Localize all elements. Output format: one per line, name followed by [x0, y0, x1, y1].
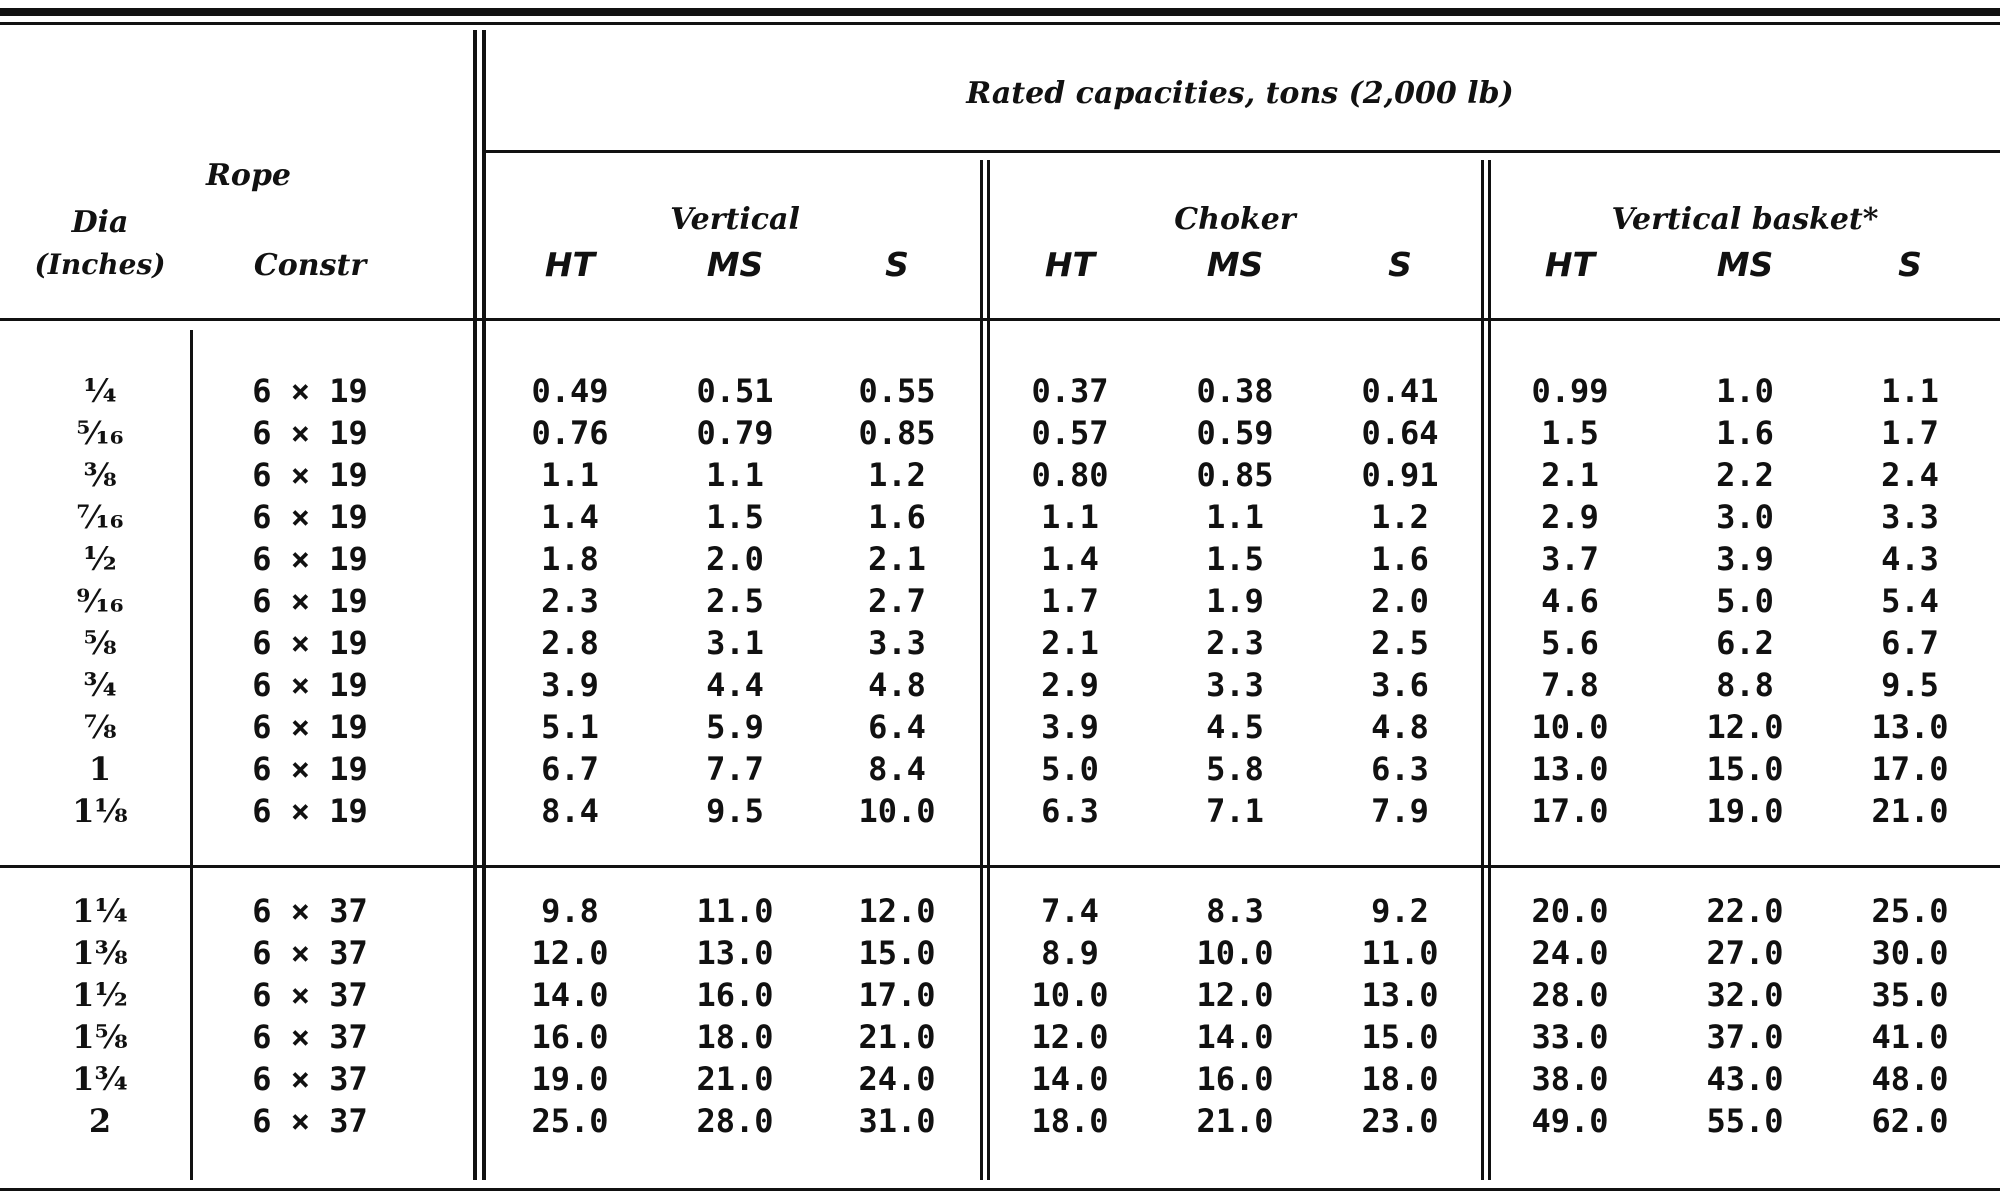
- table-cell: 41.0: [1871, 1018, 1949, 1056]
- table-cell: 3.6: [1371, 666, 1429, 704]
- table-cell: 0.55: [858, 372, 936, 410]
- table-cell: 13.0: [1531, 750, 1609, 788]
- table-cell: 13.0: [696, 934, 774, 972]
- col-header-ht: HT: [1544, 245, 1596, 284]
- table-cell: 31.0: [858, 1102, 936, 1140]
- row-construction: 6 × 19: [252, 372, 368, 410]
- table-cell: 16.0: [696, 976, 774, 1014]
- table-cell: 12.0: [858, 892, 936, 930]
- table-cell: 9.8: [541, 892, 599, 930]
- table-cell: 8.3: [1206, 892, 1264, 930]
- table-cell: 10.0: [1031, 976, 1109, 1014]
- rope-header: Rope: [206, 158, 292, 193]
- table-cell: 2.3: [541, 582, 599, 620]
- row-dia: 1⅜: [72, 934, 128, 972]
- table-cell: 9.5: [706, 792, 764, 830]
- table-cell: 33.0: [1531, 1018, 1609, 1056]
- table-cell: 0.99: [1531, 372, 1609, 410]
- table-cell: 19.0: [531, 1060, 609, 1098]
- table-cell: 55.0: [1706, 1102, 1784, 1140]
- table-cell: 8.9: [1041, 934, 1099, 972]
- row-dia: 1¾: [72, 1060, 128, 1098]
- dia-unit-header: (Inches): [34, 248, 166, 281]
- row-dia: ⅝: [83, 624, 117, 662]
- table-cell: 2.0: [1371, 582, 1429, 620]
- table-cell: 15.0: [1361, 1018, 1439, 1056]
- table-cell: 2.9: [1541, 498, 1599, 536]
- table-cell: 1.5: [1206, 540, 1264, 578]
- table-cell: 17.0: [858, 976, 936, 1014]
- table-cell: 7.4: [1041, 892, 1099, 930]
- table-cell: 37.0: [1706, 1018, 1784, 1056]
- table-cell: 12.0: [1031, 1018, 1109, 1056]
- table-cell: 6.2: [1716, 624, 1774, 662]
- table-cell: 14.0: [1031, 1060, 1109, 1098]
- table-cell: 17.0: [1531, 792, 1609, 830]
- table-cell: 0.80: [1031, 456, 1109, 494]
- table-cell: 7.7: [706, 750, 764, 788]
- table-cell: 2.7: [868, 582, 926, 620]
- table-cell: 2.0: [706, 540, 764, 578]
- table-cell: 14.0: [531, 976, 609, 1014]
- table-cell: 11.0: [1361, 934, 1439, 972]
- table-cell: 7.8: [1541, 666, 1599, 704]
- table-cell: 3.3: [1206, 666, 1264, 704]
- table-cell: 0.76: [531, 414, 609, 452]
- table-cell: 1.7: [1041, 582, 1099, 620]
- table-cell: 21.0: [696, 1060, 774, 1098]
- row-dia: 1: [88, 750, 112, 788]
- table-cell: 2.1: [1541, 456, 1599, 494]
- table-cell: 5.1: [541, 708, 599, 746]
- table-cell: 20.0: [1531, 892, 1609, 930]
- table-cell: 3.7: [1541, 540, 1599, 578]
- table-cell: 1.5: [1541, 414, 1599, 452]
- table-cell: 3.1: [706, 624, 764, 662]
- table-cell: 48.0: [1871, 1060, 1949, 1098]
- table-cell: 6.3: [1371, 750, 1429, 788]
- table-cell: 5.9: [706, 708, 764, 746]
- row-dia: 1⅛: [72, 792, 128, 830]
- table-cell: 5.0: [1716, 582, 1774, 620]
- table-cell: 22.0: [1706, 892, 1784, 930]
- table-cell: 5.6: [1541, 624, 1599, 662]
- table-cell: 12.0: [531, 934, 609, 972]
- row-dia: 1⅝: [72, 1018, 128, 1056]
- col-header-s: S: [885, 245, 909, 284]
- dia-constr-divider: [190, 330, 193, 1180]
- table-cell: 8.8: [1716, 666, 1774, 704]
- table-cell: 2.9: [1041, 666, 1099, 704]
- table-cell: 1.4: [541, 498, 599, 536]
- row-dia: ¾: [83, 666, 117, 704]
- table-cell: 1.1: [541, 456, 599, 494]
- table-cell: 9.2: [1371, 892, 1429, 930]
- table-cell: 0.85: [858, 414, 936, 452]
- table-cell: 0.91: [1361, 456, 1439, 494]
- table-cell: 23.0: [1361, 1102, 1439, 1140]
- table-cell: 49.0: [1531, 1102, 1609, 1140]
- table-cell: 14.0: [1196, 1018, 1274, 1056]
- row-construction: 6 × 19: [252, 540, 368, 578]
- group-choker-header: Choker: [1174, 202, 1296, 237]
- dia-header: Dia: [71, 205, 129, 240]
- table-cell: 2.1: [1041, 624, 1099, 662]
- table-cell: 21.0: [858, 1018, 936, 1056]
- table-cell: 1.7: [1881, 414, 1939, 452]
- row-construction: 6 × 19: [252, 792, 368, 830]
- table-cell: 0.57: [1031, 414, 1109, 452]
- table-cell: 12.0: [1706, 708, 1784, 746]
- table-cell: 2.5: [1371, 624, 1429, 662]
- table-cell: 0.79: [696, 414, 774, 452]
- row-dia: 1¼: [72, 892, 128, 930]
- table-cell: 17.0: [1871, 750, 1949, 788]
- table-cell: 1.6: [1716, 414, 1774, 452]
- row-dia: ½: [83, 540, 117, 578]
- row-construction: 6 × 37: [252, 976, 368, 1014]
- table-cell: 28.0: [1531, 976, 1609, 1014]
- table-cell: 38.0: [1531, 1060, 1609, 1098]
- table-cell: 6.7: [541, 750, 599, 788]
- row-dia: ⅞: [83, 708, 117, 746]
- section-divider-rule: [0, 865, 2000, 868]
- table-cell: 4.6: [1541, 582, 1599, 620]
- table-cell: 1.6: [868, 498, 926, 536]
- table-cell: 15.0: [858, 934, 936, 972]
- row-construction: 6 × 19: [252, 708, 368, 746]
- row-dia: 2: [88, 1102, 112, 1140]
- table-cell: 1.9: [1206, 582, 1264, 620]
- table-cell: 13.0: [1871, 708, 1949, 746]
- table-cell: 0.41: [1361, 372, 1439, 410]
- row-construction: 6 × 19: [252, 750, 368, 788]
- table-cell: 18.0: [1361, 1060, 1439, 1098]
- row-dia: ⁹⁄₁₆: [76, 582, 124, 620]
- table-cell: 1.1: [1881, 372, 1939, 410]
- col-header-ms: MS: [1716, 245, 1774, 284]
- row-construction: 6 × 37: [252, 1018, 368, 1056]
- table-cell: 0.49: [531, 372, 609, 410]
- row-dia: ⁷⁄₁₆: [76, 498, 124, 536]
- row-construction: 6 × 19: [252, 456, 368, 494]
- table-cell: 24.0: [858, 1060, 936, 1098]
- table-cell: 28.0: [696, 1102, 774, 1140]
- table-cell: 10.0: [858, 792, 936, 830]
- double-divider-left-a: [473, 30, 477, 1180]
- col-header-ms: MS: [706, 245, 764, 284]
- top-rule-thick: [0, 8, 2000, 16]
- table-cell: 0.59: [1196, 414, 1274, 452]
- table-cell: 3.9: [1041, 708, 1099, 746]
- table-cell: 1.4: [1041, 540, 1099, 578]
- table-cell: 30.0: [1871, 934, 1949, 972]
- row-construction: 6 × 37: [252, 934, 368, 972]
- row-construction: 6 × 19: [252, 582, 368, 620]
- table-cell: 25.0: [1871, 892, 1949, 930]
- table-cell: 16.0: [531, 1018, 609, 1056]
- table-cell: 6.4: [868, 708, 926, 746]
- row-dia: ⁵⁄₁₆: [76, 414, 124, 452]
- constr-header: Constr: [253, 248, 367, 283]
- table-cell: 6.3: [1041, 792, 1099, 830]
- table-cell: 8.4: [541, 792, 599, 830]
- table-cell: 9.5: [1881, 666, 1939, 704]
- rated-capacities-header: Rated capacities, tons (2,000 lb): [966, 76, 1514, 111]
- row-construction: 6 × 37: [252, 1060, 368, 1098]
- table-cell: 1.2: [1371, 498, 1429, 536]
- table-cell: 21.0: [1871, 792, 1949, 830]
- rated-underline: [486, 150, 2000, 153]
- table-cell: 8.4: [868, 750, 926, 788]
- col-header-s: S: [1388, 245, 1412, 284]
- table-cell: 10.0: [1196, 934, 1274, 972]
- col-header-ht: HT: [544, 245, 596, 284]
- table-cell: 7.9: [1371, 792, 1429, 830]
- col-header-s: S: [1898, 245, 1922, 284]
- group-vertical-basket-header: Vertical basket*: [1611, 202, 1879, 237]
- row-construction: 6 × 19: [252, 414, 368, 452]
- table-cell: 18.0: [1031, 1102, 1109, 1140]
- col-header-ms: MS: [1206, 245, 1264, 284]
- table-cell: 19.0: [1706, 792, 1784, 830]
- bottom-rule: [0, 1188, 2000, 1191]
- table-cell: 5.8: [1206, 750, 1264, 788]
- row-construction: 6 × 19: [252, 624, 368, 662]
- table-cell: 1.6: [1371, 540, 1429, 578]
- table-cell: 0.64: [1361, 414, 1439, 452]
- group-vertical-header: Vertical: [670, 202, 800, 237]
- table-cell: 43.0: [1706, 1060, 1784, 1098]
- double-divider-mid2-b: [1488, 160, 1491, 1180]
- table-cell: 4.8: [1371, 708, 1429, 746]
- table-cell: 1.5: [706, 498, 764, 536]
- table-cell: 12.0: [1196, 976, 1274, 1014]
- header-bottom-rule: [0, 318, 2000, 321]
- table-cell: 0.51: [696, 372, 774, 410]
- table-cell: 2.3: [1206, 624, 1264, 662]
- table-cell: 3.3: [868, 624, 926, 662]
- table-cell: 1.1: [1041, 498, 1099, 536]
- table-cell: 3.9: [541, 666, 599, 704]
- table-cell: 3.3: [1881, 498, 1939, 536]
- table-cell: 2.8: [541, 624, 599, 662]
- table-cell: 27.0: [1706, 934, 1784, 972]
- table-cell: 7.1: [1206, 792, 1264, 830]
- double-divider-mid1-b: [987, 160, 990, 1180]
- table-cell: 4.5: [1206, 708, 1264, 746]
- row-construction: 6 × 19: [252, 666, 368, 704]
- table-cell: 3.0: [1716, 498, 1774, 536]
- table-cell: 2.4: [1881, 456, 1939, 494]
- table-cell: 0.38: [1196, 372, 1274, 410]
- table-cell: 1.0: [1716, 372, 1774, 410]
- double-divider-left-b: [482, 30, 486, 1180]
- table-cell: 4.3: [1881, 540, 1939, 578]
- double-divider-mid2-a: [1481, 160, 1484, 1180]
- row-construction: 6 × 19: [252, 498, 368, 536]
- table-cell: 62.0: [1871, 1102, 1949, 1140]
- table-cell: 24.0: [1531, 934, 1609, 972]
- table-cell: 4.8: [868, 666, 926, 704]
- table-cell: 35.0: [1871, 976, 1949, 1014]
- table-cell: 11.0: [696, 892, 774, 930]
- table-cell: 10.0: [1531, 708, 1609, 746]
- double-divider-mid1-a: [980, 160, 983, 1180]
- table-cell: 0.37: [1031, 372, 1109, 410]
- table-cell: 5.4: [1881, 582, 1939, 620]
- row-dia: ¼: [83, 372, 117, 410]
- table-cell: 2.1: [868, 540, 926, 578]
- table-cell: 3.9: [1716, 540, 1774, 578]
- table-cell: 4.4: [706, 666, 764, 704]
- table-cell: 18.0: [696, 1018, 774, 1056]
- table-cell: 25.0: [531, 1102, 609, 1140]
- row-construction: 6 × 37: [252, 892, 368, 930]
- table-cell: 15.0: [1706, 750, 1784, 788]
- top-rule-thin: [0, 22, 2000, 25]
- table-cell: 1.2: [868, 456, 926, 494]
- table-cell: 16.0: [1196, 1060, 1274, 1098]
- table-cell: 1.1: [706, 456, 764, 494]
- table-cell: 13.0: [1361, 976, 1439, 1014]
- table-cell: 2.2: [1716, 456, 1774, 494]
- table-cell: 2.5: [706, 582, 764, 620]
- table-cell: 6.7: [1881, 624, 1939, 662]
- table-cell: 0.85: [1196, 456, 1274, 494]
- row-dia: 1½: [72, 976, 128, 1014]
- row-dia: ⅜: [83, 456, 117, 494]
- col-header-ht: HT: [1044, 245, 1096, 284]
- table-cell: 32.0: [1706, 976, 1784, 1014]
- row-construction: 6 × 37: [252, 1102, 368, 1140]
- table-cell: 21.0: [1196, 1102, 1274, 1140]
- table-cell: 5.0: [1041, 750, 1099, 788]
- table-cell: 1.1: [1206, 498, 1264, 536]
- table-cell: 1.8: [541, 540, 599, 578]
